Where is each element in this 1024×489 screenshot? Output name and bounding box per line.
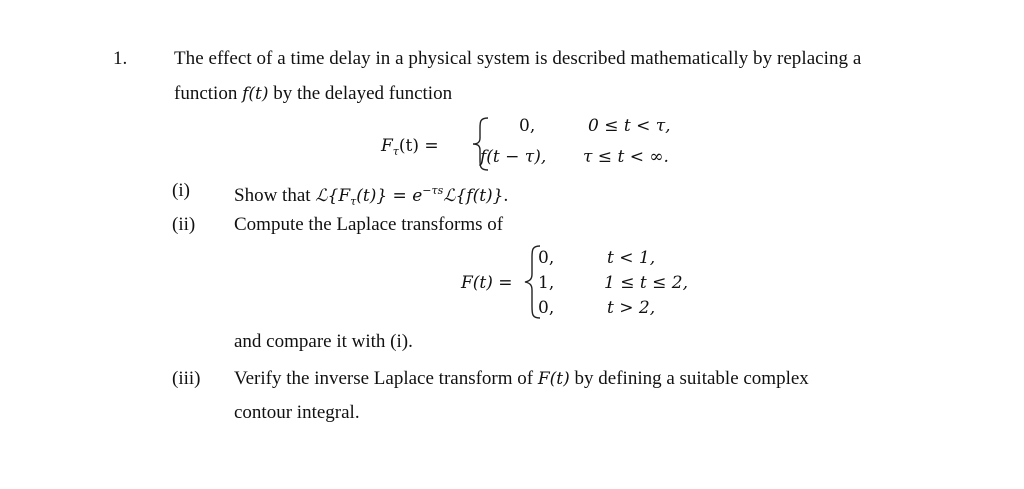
- lhs-arg: (t) =: [398, 136, 439, 156]
- row2-condition: 1 ≤ t ≤ 2,: [604, 273, 688, 293]
- piecewise-lhs: F(t) =: [461, 273, 513, 293]
- part-i-sub: τ: [350, 195, 357, 208]
- part-iii-line-2: contour integral.: [234, 402, 360, 423]
- row3-condition: t > 2,: [607, 298, 656, 318]
- intro-line-2-pre: function: [174, 83, 243, 104]
- row3-value: 0,: [538, 298, 555, 318]
- part-i-math-c: ℒ{f(t)}: [443, 186, 504, 206]
- case1-value: 0,: [519, 116, 536, 136]
- delayed-function-lhs: [381, 136, 439, 158]
- lhs-subscript: τ: [392, 145, 399, 158]
- part-ii-label: (ii): [172, 214, 196, 235]
- part-i-pre: Show that: [234, 185, 316, 206]
- part-i-sup: −τs: [422, 184, 444, 197]
- case1-condition: 0 ≤ t < τ,: [588, 116, 671, 136]
- part-ii-after-text: and compare it with (i).: [234, 331, 413, 352]
- part-iii-post: by defining a suitable complex: [569, 368, 809, 389]
- part-i-label: (i): [172, 180, 190, 201]
- case2-condition: τ ≤ t < ∞.: [583, 147, 669, 167]
- intro-function-f: f(t): [242, 84, 269, 104]
- part-i-post: .: [503, 185, 509, 206]
- part-i-math-b: (t)} = e: [356, 186, 423, 206]
- problem-number: 1.: [113, 48, 128, 69]
- intro-line-2: [174, 82, 452, 106]
- part-iii-label: (iii): [172, 368, 201, 389]
- part-i-math-a: ℒ{F: [315, 186, 351, 206]
- part-iii-math: F(t): [537, 369, 570, 389]
- row1-value: 0,: [538, 248, 555, 268]
- part-iii-text: [234, 367, 809, 391]
- row1-condition: t < 1,: [607, 248, 656, 268]
- part-iii-pre: Verify the inverse Laplace transform of: [234, 368, 538, 389]
- part-i-text: [234, 179, 508, 214]
- intro-line-2-post: by the delayed function: [268, 83, 453, 104]
- row2-value: 1,: [538, 273, 555, 293]
- part-ii-text: Compute the Laplace transforms of: [234, 214, 504, 235]
- intro-line-1: The effect of a time delay in a physical system is described mathematically by replacing a: [174, 48, 862, 69]
- case2-value: f(t − τ),: [480, 147, 547, 167]
- lhs-F: F: [381, 136, 393, 156]
